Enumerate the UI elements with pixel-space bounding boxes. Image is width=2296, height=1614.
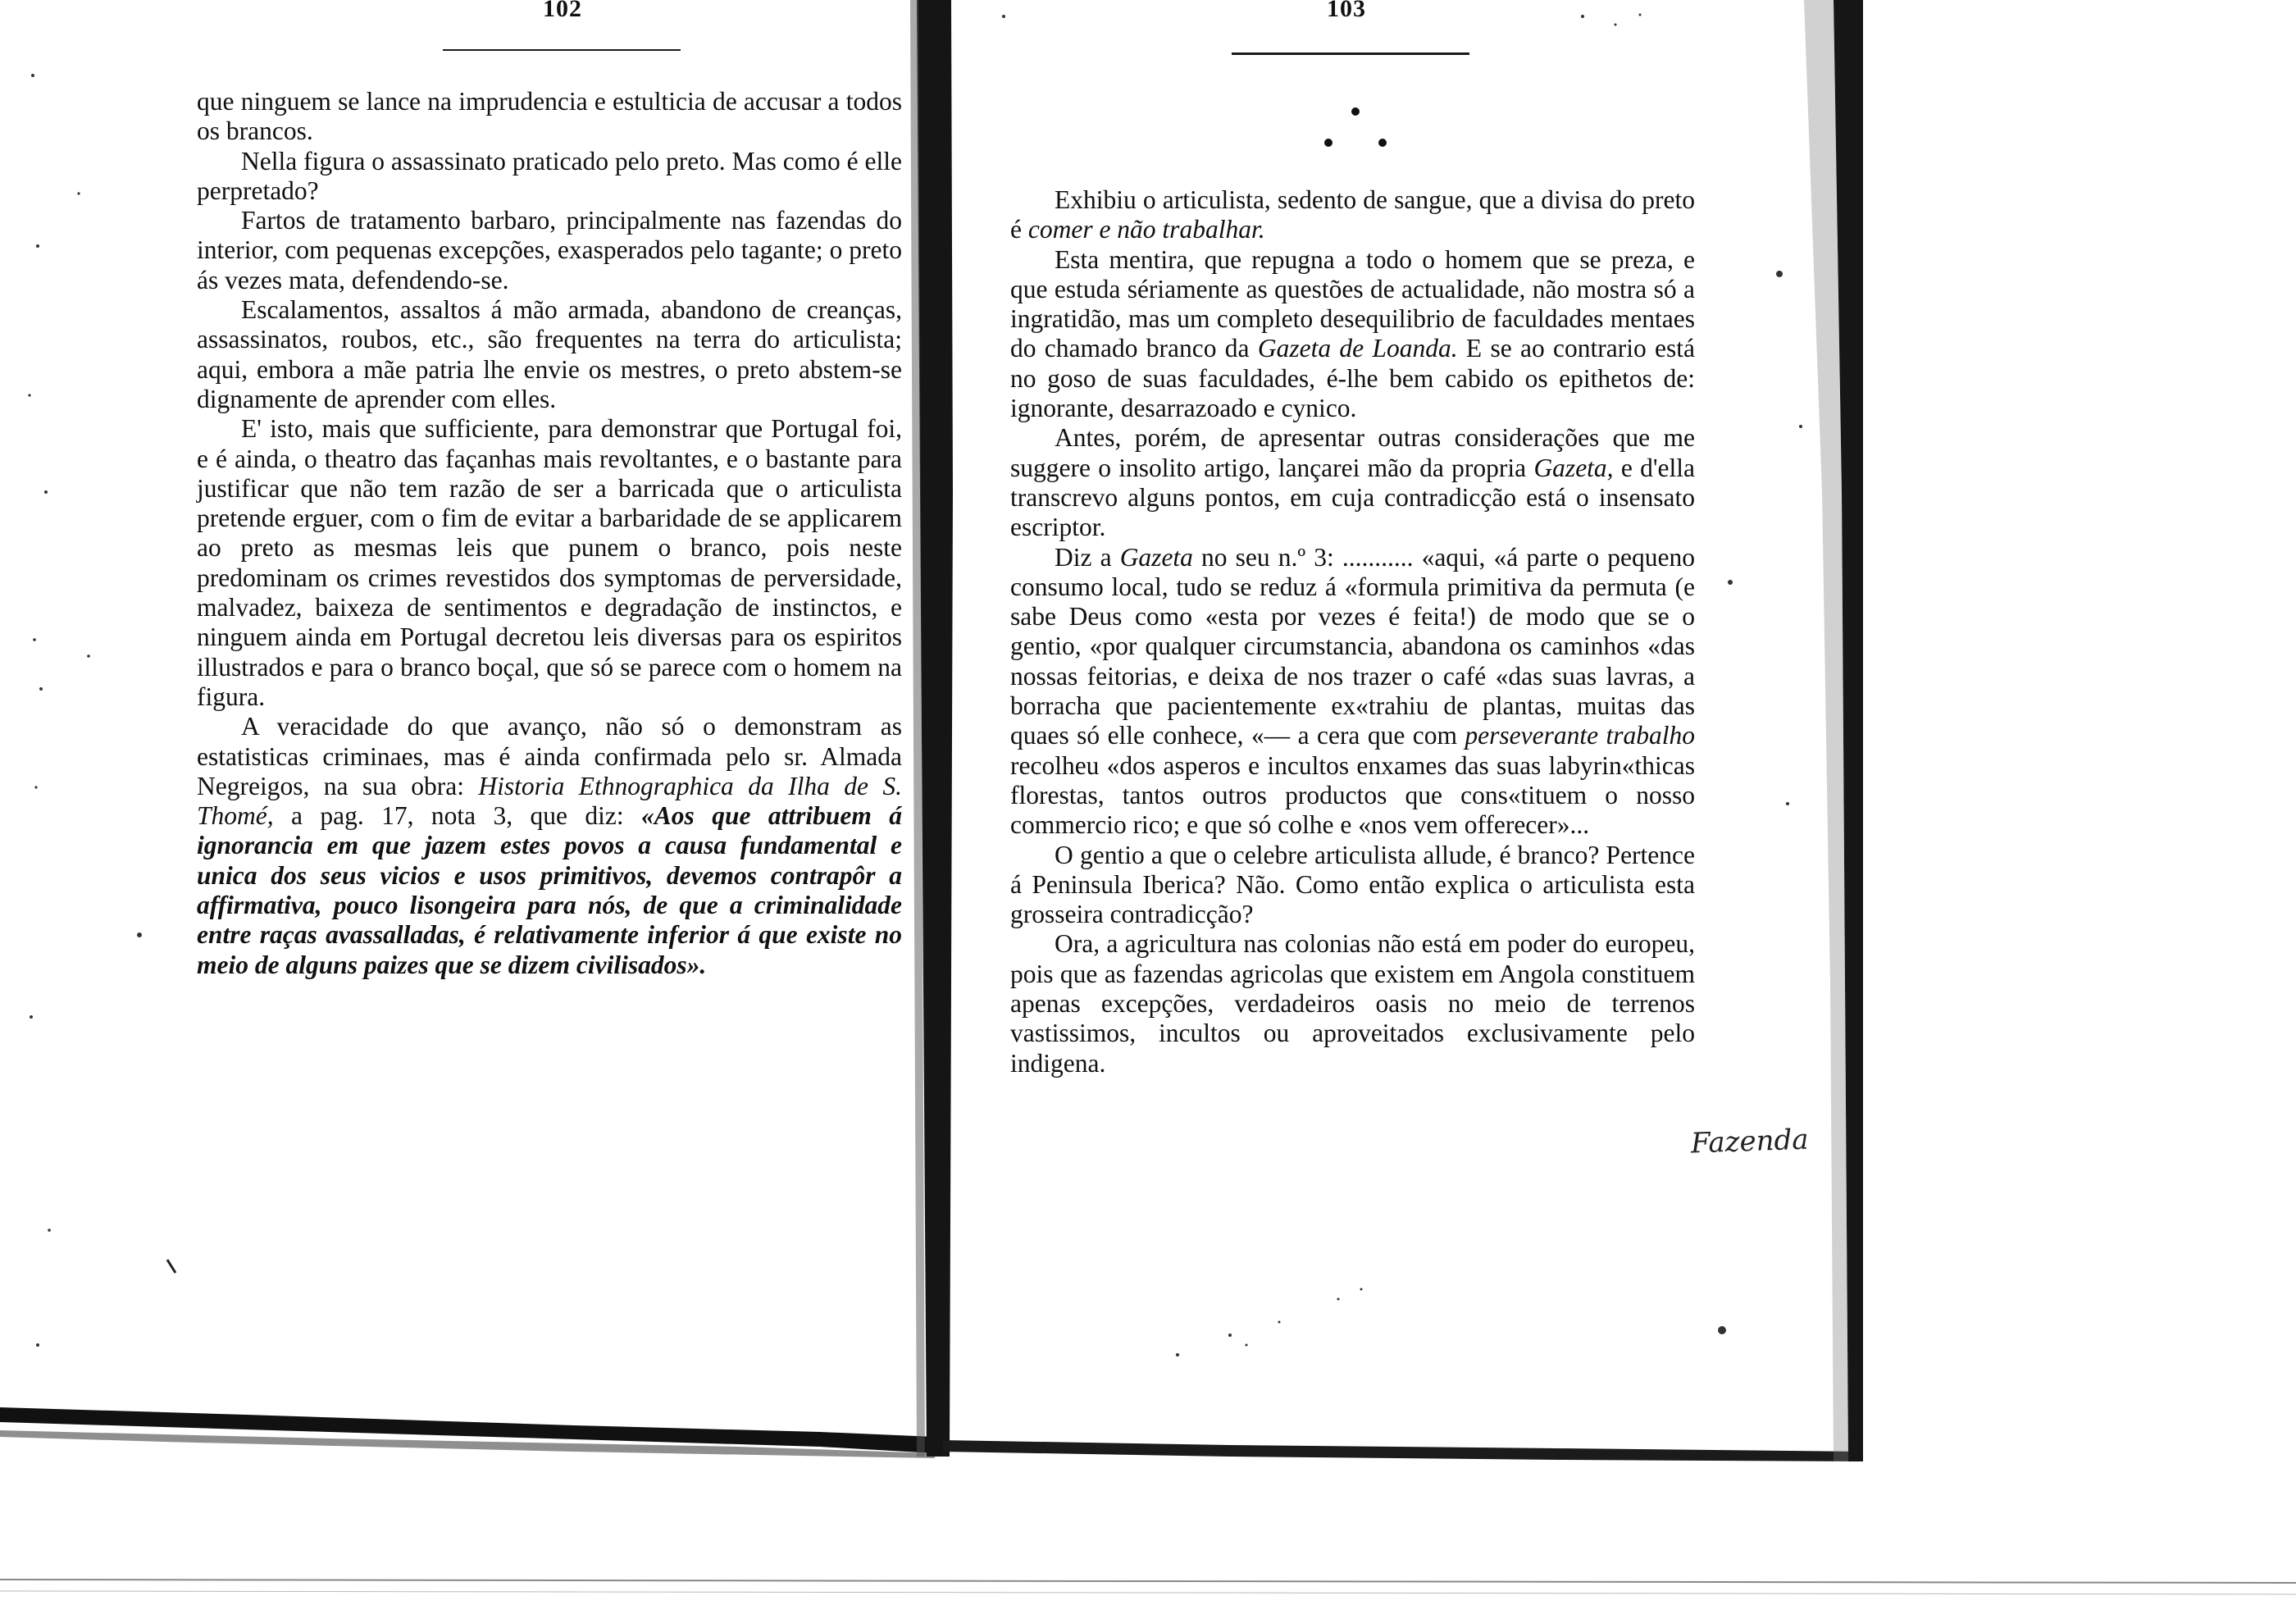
paragraph: O gentio a que o celebre articulista allude, é branco? Pertence á Peninsula Iberica? Não. Como então explica o articulista esta grosseira contradicção? [1010,840,1695,929]
text-run: Exhibiu o articulista, sedento de sangue, que a divisa do preto é [1010,185,1695,244]
paragraph: Ora, a agricultura nas colonias não está em poder do europeu, pois que as fazendas agricolas que existem em Angola constituem apenas excepções, verdadeiros oasis no meio de terrenos vastissimos, incultos ou aproveitados exclusivamente pelo indigena. [1010,929,1695,1078]
text-run: e d'ella transcrevo alguns pontos, em cuja contradicção está o insensato escriptor. [1010,453,1696,542]
emphasis: perseverante trabalho [1465,721,1696,750]
paragraph-citation [197,712,902,980]
paragraph [1010,543,1695,841]
paragraph: Escalamentos, assaltos á mão armada, abandono de creanças, assassinatos, roubos, etc., são frequentes na terra do articulista; aqui, embora a mãe patria lhe envie os mestres, o preto abstem-se dignamente de aprender com elles. [197,295,902,413]
book-title: Historia Ethnographica da Ilha de S. Thomé, [197,771,902,831]
paragraph: Fartos de tratamento barbaro, principalmente nas fazendas do interior, com pequenas excepções, exasperados pelo tagante; o preto ás vezes mata, defendendo-se. [197,206,902,294]
paragraph: que ninguem se lance na imprudencia e estulticia de accusar a todos os brancos. [197,87,902,146]
text-run: E se ao contrario está no goso de suas faculdades, é-lhe bem cabido os epithetos de: ignorante, desarrazoado e cynico. [1010,334,1695,423]
text-run: Esta mentira, que repugna a todo o homem que se preza, e que estuda sériamente as questões de actualidade, não mostra só a ingratidão, mas um completo desequilibrio de faculdades mentaes do chamado branco da [1010,244,1695,363]
asterism-ornament [1310,97,1401,162]
page-number-left: 102 [543,0,582,22]
block-quote: «Aos que attribuem á ignorancia em que jazem estes povos a causa fundamental e unica dos seus vicios e usos primitivos, devemos contrapôr a affirmativa, pouco lisongeira para nós, de que a criminalidade entre raças avassalladas, é relativamente inferior á que existe no meio de alguns paizes que se dizem civilisados». [197,801,902,979]
emphasis: comer e não trabalhar. [1027,215,1265,244]
header-rule-left [443,49,681,51]
text-run: recolheu «dos asperos e incultos enxames das suas labyrin«thicas florestas, tantos outros productos que cons«tituem o nosso commercio rico; e que só colhe e «nos vem offerecer»... [1010,750,1695,840]
right-page-text [1010,185,1695,1078]
header-rule-right [1232,52,1469,55]
page-number-right: 103 [1327,0,1366,22]
text-run: Diz a [1055,542,1120,572]
newspaper-title: Gazeta, [1533,453,1614,482]
handwritten-margin-note: Fazenda [1690,1123,1810,1160]
text-run: A veracidade do que avanço, não só o demonstram as estatisticas criminaes, mas é ainda confirmada pelo sr. Almada Negreigos, na sua obra: [197,712,902,800]
paragraph [1010,245,1695,424]
left-page-text [197,87,902,980]
text-run: Antes, porém, de apresentar outras considerações que me suggere o insolito artigo, lançarei mão da propria [1010,423,1695,482]
text-run: no seu n.º 3: ........... «aqui, «á parte o pequeno consumo local, tudo se reduz á «formula primitiva da permuta (e sabe Deus como «esta por vezes é feita!) de modo que se o gentio, «por qualquer circumstancia, abandona os caminhos «das nossas feitorias, e deixa de nos trazer o café «das suas lavras, a borracha que pacientemente ex«trahiu de plantas, muitas das quaes só elle conhece, «— a cera que com [1010,542,1696,750]
text-run: a pag. 17, nota 3, que diz: [273,801,642,831]
paragraph: E' isto, mais que sufficiente, para demonstrar que Portugal foi, e é ainda, o theatro das façanhas mais revoltantes, e o bastante para justificar que não tem razão de ser a barricada que o articulista pretende erguer, com o fim de evitar a barbaridade de se applicarem ao preto as mesmas leis que punem o branco, pois neste predominam os crimes revestidos dos symptomas de perversidade, malvadez, baixeza de sentimentos e degradação de instinctos, e ninguem ainda em Portugal decretou leis diversas para os espiritos illustrados e para o branco boçal, que só se parece com o homem na figura. [197,414,902,711]
newspaper-title: Gazeta de Loanda. [1257,334,1458,363]
newspaper-title: Gazeta [1119,542,1193,572]
paragraph: Nella figura o assassinato praticado pelo preto. Mas como é elle perpretado? [197,146,902,205]
paragraph [1010,185,1695,245]
paragraph [1010,423,1695,542]
